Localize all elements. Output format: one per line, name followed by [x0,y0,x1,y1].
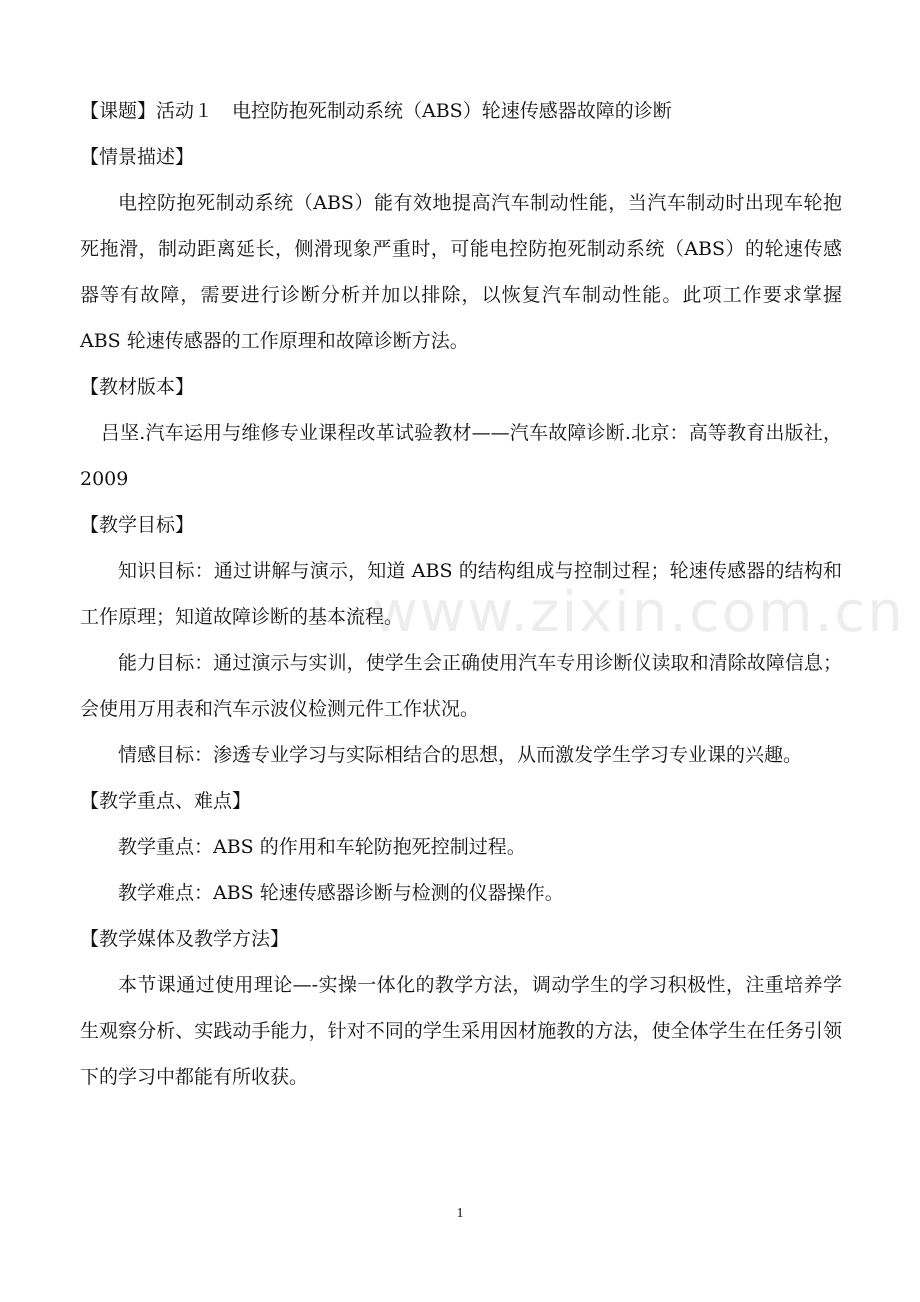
ability-objective: 能力目标：通过演示与实训，使学生会正确使用汽车专用诊断仪读取和清除故障信息；会使用万用表和汽车示波仪检测元件工作状况。 [80,652,842,720]
knowledge-objective: 知识目标：通过讲解与演示，知道 ABS 的结构组成与控制过程；轮速传感器的结构和工作原理；知道故障诊断的基本流程。 [80,560,842,628]
key-point: 教学重点：ABS 的作用和车轮防抱死控制过程。 [118,836,526,858]
media-paragraph: 本节课通过使用理论—-实操一体化的教学方法，调动学生的学习积极性，注重培养学生观察分析、实践动手能力，针对不同的学生采用因材施教的方法，使全体学生在任务引领下的学习中都能有所收获。 [80,974,842,1088]
textbook-heading: 【教材版本】 [80,376,195,398]
key-points-heading: 【教学重点、难点】 [80,790,252,812]
difficult-point: 教学难点：ABS 轮速传感器诊断与检测的仪器操作。 [118,882,564,904]
document-body [80,88,842,1100]
textbook-paragraph: 吕坚.汽车运用与维修专业课程改革试验教材——汽车故障诊断.北京：高等教育出版社，2009 [80,422,842,490]
media-heading: 【教学媒体及教学方法】 [80,928,290,950]
objectives-heading: 【教学目标】 [80,514,195,536]
page-number: 1 [456,1206,464,1221]
emotion-objective: 情感目标：渗透专业学习与实际相结合的思想，从而激发学生学习专业课的兴趣。 [118,744,803,766]
lesson-title: 【课题】活动１ 电控防抱死制动系统（ABS）轮速传感器故障的诊断 [80,100,672,122]
scenario-paragraph: 电控防抱死制动系统（ABS）能有效地提高汽车制动性能，当汽车制动时出现车轮抱死拖滑，制动距离延长，侧滑现象严重时，可能电控防抱死制动系统（ABS）的轮速传感器等有故障，需要进行诊断分析并加以排除，以恢复汽车制动性能。此项工作要求掌握 ABS 轮速传感器的工作原理和故障诊断方法。 [80,192,842,352]
watermark: www.zixin.com.cn [372,580,905,645]
scenario-heading: 【情景描述】 [80,146,195,168]
